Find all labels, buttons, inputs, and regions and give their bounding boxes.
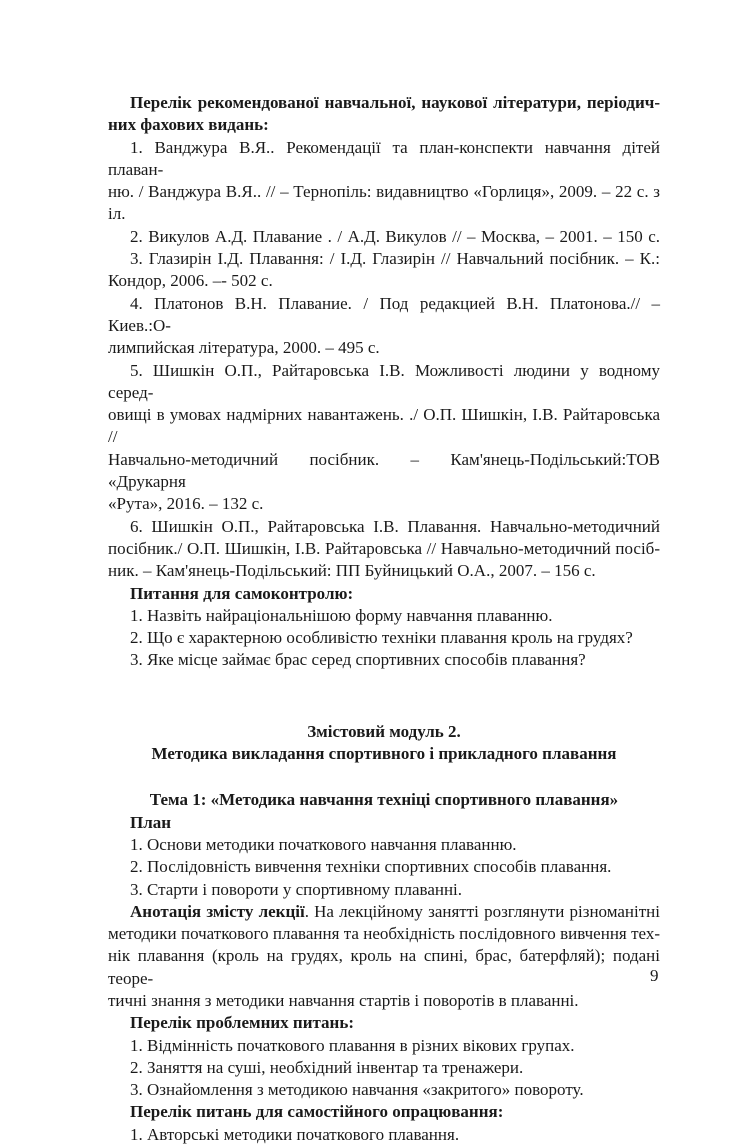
spacer: [108, 672, 660, 721]
module-title: Змістовий модуль 2.: [307, 721, 461, 741]
problems-heading: Перелік проблемних питань:: [130, 1013, 354, 1033]
annotation-label: Анотація змісту лекції: [130, 901, 305, 921]
problems-item: 3. Ознайомлення з методикою навчання «закритого» повороту.: [130, 1080, 584, 1100]
self-control-item: 1. Назвіть найраціональнішою форму навчання плаванню.: [130, 605, 553, 625]
literature-heading: Перелік рекомендованої навчальної, наукової літератури, періодич-: [130, 93, 660, 112]
literature-item: 3. Глазирін І.Д. Плавання: / І.Д. Глазирін // Навчальний посібник. – К.: Кондор, 2006. –- 502 с.: [108, 249, 660, 291]
plan-item: 1. Основи методики початкового навчання плаванню.: [130, 834, 517, 854]
plan-item: 3. Старти і повороти у спортивному плаванні.: [130, 879, 463, 899]
spacer: [108, 765, 660, 789]
literature-item: 5. Шишкін О.П., Райтаровська І.В. Можливості людини у водному серед- овищі в умовах надмірних навантажень. ./ О.П. Шишкін, І.В. Райтаровська // Навчально-методичний посібник. – Кам'янець-Подільський:ТОВ «Друкарня «Рута», 2016. – 132 с.: [108, 360, 660, 514]
module-subtitle: Методика викладання спортивного і прикладного плавання: [151, 744, 617, 764]
self-control-heading: Питання для самоконтролю:: [130, 583, 354, 603]
plan-item: 2. Послідовність вивчення техніки спортивних способів плавання.: [130, 857, 612, 877]
problems-item: 1. Відмінність початкового плавання в різних вікових групах.: [130, 1035, 575, 1055]
literature-item: 4. Платонов В.Н. Плавание. / Под редакцией В.Н. Платонова.// – Киев.:О- лимпийская література, 2000. – 495 с.: [108, 293, 660, 358]
self-control-item: 2. Що є характерною особливістю техніки плавання кроль на грудях?: [130, 628, 633, 648]
annotation-paragraph: Анотація змісту лекції. На лекційному занятті розглянути різноманітні методики початкового плавання та необхідність послідовного вивчення тех- нік плавання (кроль на грудях, кроль на спині, брас, батерфляй); подані теоре- тичні знання з методики навчання стартів і поворотів в плаванні.: [108, 901, 660, 1010]
self-study-item: 1. Авторські методики початкового плавання.: [130, 1124, 460, 1144]
self-control-item: 3. Яке місце займає брас серед спортивних способів плавання?: [130, 650, 586, 670]
page-number: 9: [650, 966, 659, 985]
problems-item: 2. Заняття на суші, необхідний інвентар та тренажери.: [130, 1057, 524, 1077]
literature-item: 6. Шишкін О.П., Райтаровська І.В. Плавання. Навчально-методичний посібник./ О.П. Шишкін, І.В. Райтаровська // Навчально-методичний посіб- ник. – Кам'янець-Подільський: ПП Буйницький О.А., 2007. – 156 с.: [108, 516, 660, 581]
literature-item: 2. Викулов А.Д. Плавание . / А.Д. Викулов // – Москва, – 2001. – 150 с.: [130, 226, 660, 246]
literature-item: 1. Ванджура В.Я.. Рекомендації та план-конспекти навчання дітей плаван- ню. / Ванджура В.Я.. // – Тернопіль: видавництво «Горлиця», 2009. – 22 с. з іл.: [108, 137, 660, 224]
page-content: [108, 92, 660, 1146]
literature-heading-cont: них фахових видань:: [108, 115, 269, 135]
plan-heading: План: [130, 812, 172, 832]
topic-title: Тема 1: «Методика навчання техніці спортивного плавання»: [149, 790, 619, 810]
self-study-heading: Перелік питань для самостійного опрацювання:: [130, 1102, 504, 1122]
annotation-text: . На лекційному занятті розглянути різноманітні: [304, 901, 660, 921]
